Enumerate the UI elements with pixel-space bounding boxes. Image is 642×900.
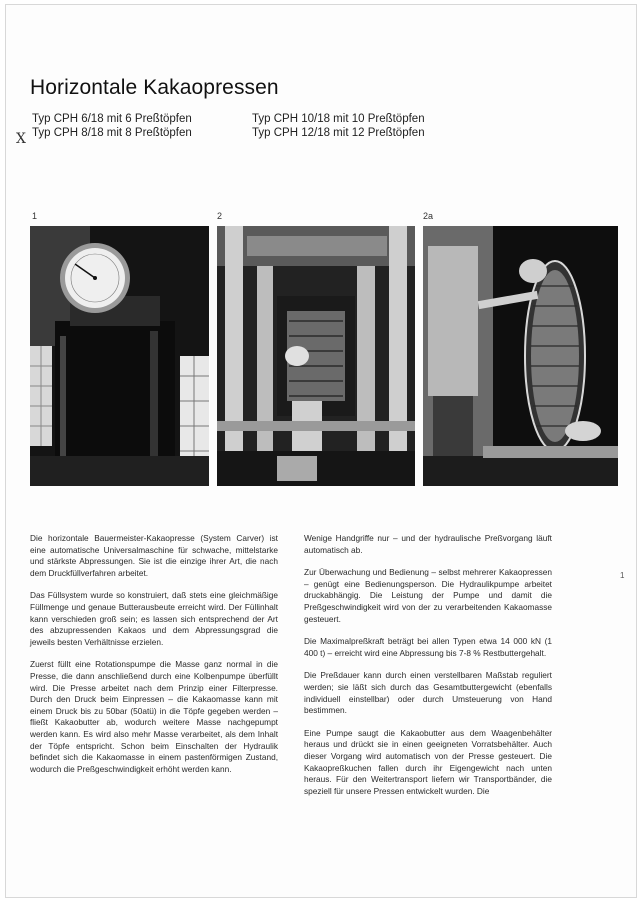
type-item: Typ CPH 8/18 mit 8 Preßtöpfen	[32, 127, 192, 139]
paragraph: Wenige Handgriffe nur – und der hydraulische Preßvorgang läuft automatisch ab.	[304, 533, 552, 555]
paragraph: Das Füllsystem wurde so konstruiert, daß stets eine gleichmäßige Füllmenge und genaue Butterausbeute erreicht wird. Der Füllinhalt kann verschieden groß sein; es lassen sich entsprechend der Art des abzupressenden Kakaos und dem Abpressungsgrad die jeweils besten Verhältnisse erzielen.	[30, 590, 278, 647]
photo-scale-dial	[30, 226, 209, 486]
handwritten-mark: X	[16, 131, 26, 147]
figure-number-2: 2	[217, 211, 223, 221]
paragraph: Die horizontale Bauermeister-Kakaopresse (System Carver) ist eine automatische Universalmaschine für schwache, mittelstarke und stärkste Abpressungen. Sie ist die einzige ihrer Art, die nach dem Druckfüllverfahren arbeitet.	[30, 533, 278, 578]
text-column-left	[30, 533, 278, 786]
photo-press-frame	[217, 226, 415, 486]
paragraph: Die Preßdauer kann durch einen verstellbaren Maßstab reguliert werden; sie läßt sich durch das Gesamtbuttergewicht (ebenfalls individuell einstellbar) oder durch Umsteuerung von Hand bestimmen.	[304, 670, 552, 716]
paragraph: Zur Überwachung und Bedienung – selbst mehrerer Kakaopressen – genügt eine Bedienungsperson. Die Hydraulikpumpe arbeitet druckabhängig. Die Leistung der Pumpe und damit die Preßgeschwindigkeit wird von der zu verarbeitenden Kakaomasse gesteuert.	[304, 567, 552, 624]
type-item: Typ CPH 10/18 mit 10 Preßtöpfen	[252, 113, 425, 125]
type-item: Typ CPH 12/18 mit 12 Preßtöpfen	[252, 127, 425, 139]
page-title: Horizontale Kakaopressen	[30, 76, 279, 99]
figure-number-1: 1	[32, 211, 38, 221]
paragraph: Eine Pumpe saugt die Kakaobutter aus dem Waagenbehälter heraus und drückt sie in einen geeigneten Vorratsbehälter. Auch dieser Vorgang wird automatisch von der Presse gesteuert. Die Kakaopreßkuchen fallen durch ihr Eigengewicht nach unten heraus. Für den Weitertransport liefern wir Transportbänder, die speziell für unsere Pressen entwickelt wurden. Die	[304, 727, 552, 796]
press-type-list	[32, 113, 492, 139]
type-item: Typ CPH 6/18 mit 6 Preßtöpfen	[32, 113, 192, 125]
paragraph: Zuerst füllt eine Rotationspumpe die Masse ganz normal in die Presse, die dann anschließend durch eine Kolbenpumpe überfüllt wird. Die Presse arbeitet nach dem Prinzip einer Filterpresse. Durch den Druck beim Einpressen – die Kakaomasse kann mit einem Druck bis zu 50bar (50atü) in die Töpfe gegeben werden – fließt Kakaobutter ab, wodurch weitere Masse nachgepumpt werden kann. Es wird also mehr Masse verarbeitet, als dem Inhalt der Töpfe entspricht. Schon beim Einschalten der Hydraulik befindet sich die Kakaomasse in einem pastenförmigen Zustand, wodurch die Preßgeschwindigkeit erhöht werden kann.	[30, 659, 278, 774]
paragraph: Die Maximalpreßkraft beträgt bei allen Typen etwa 14 000 kN (1 400 t) – erreicht wird eine Abpressung bis 7-8 % Restbuttergehalt.	[304, 636, 552, 658]
text-column-right	[304, 533, 552, 808]
figure-number-2a: 2a	[423, 211, 434, 221]
photo-press-pot	[423, 226, 618, 486]
margin-mark: 1	[620, 571, 625, 580]
